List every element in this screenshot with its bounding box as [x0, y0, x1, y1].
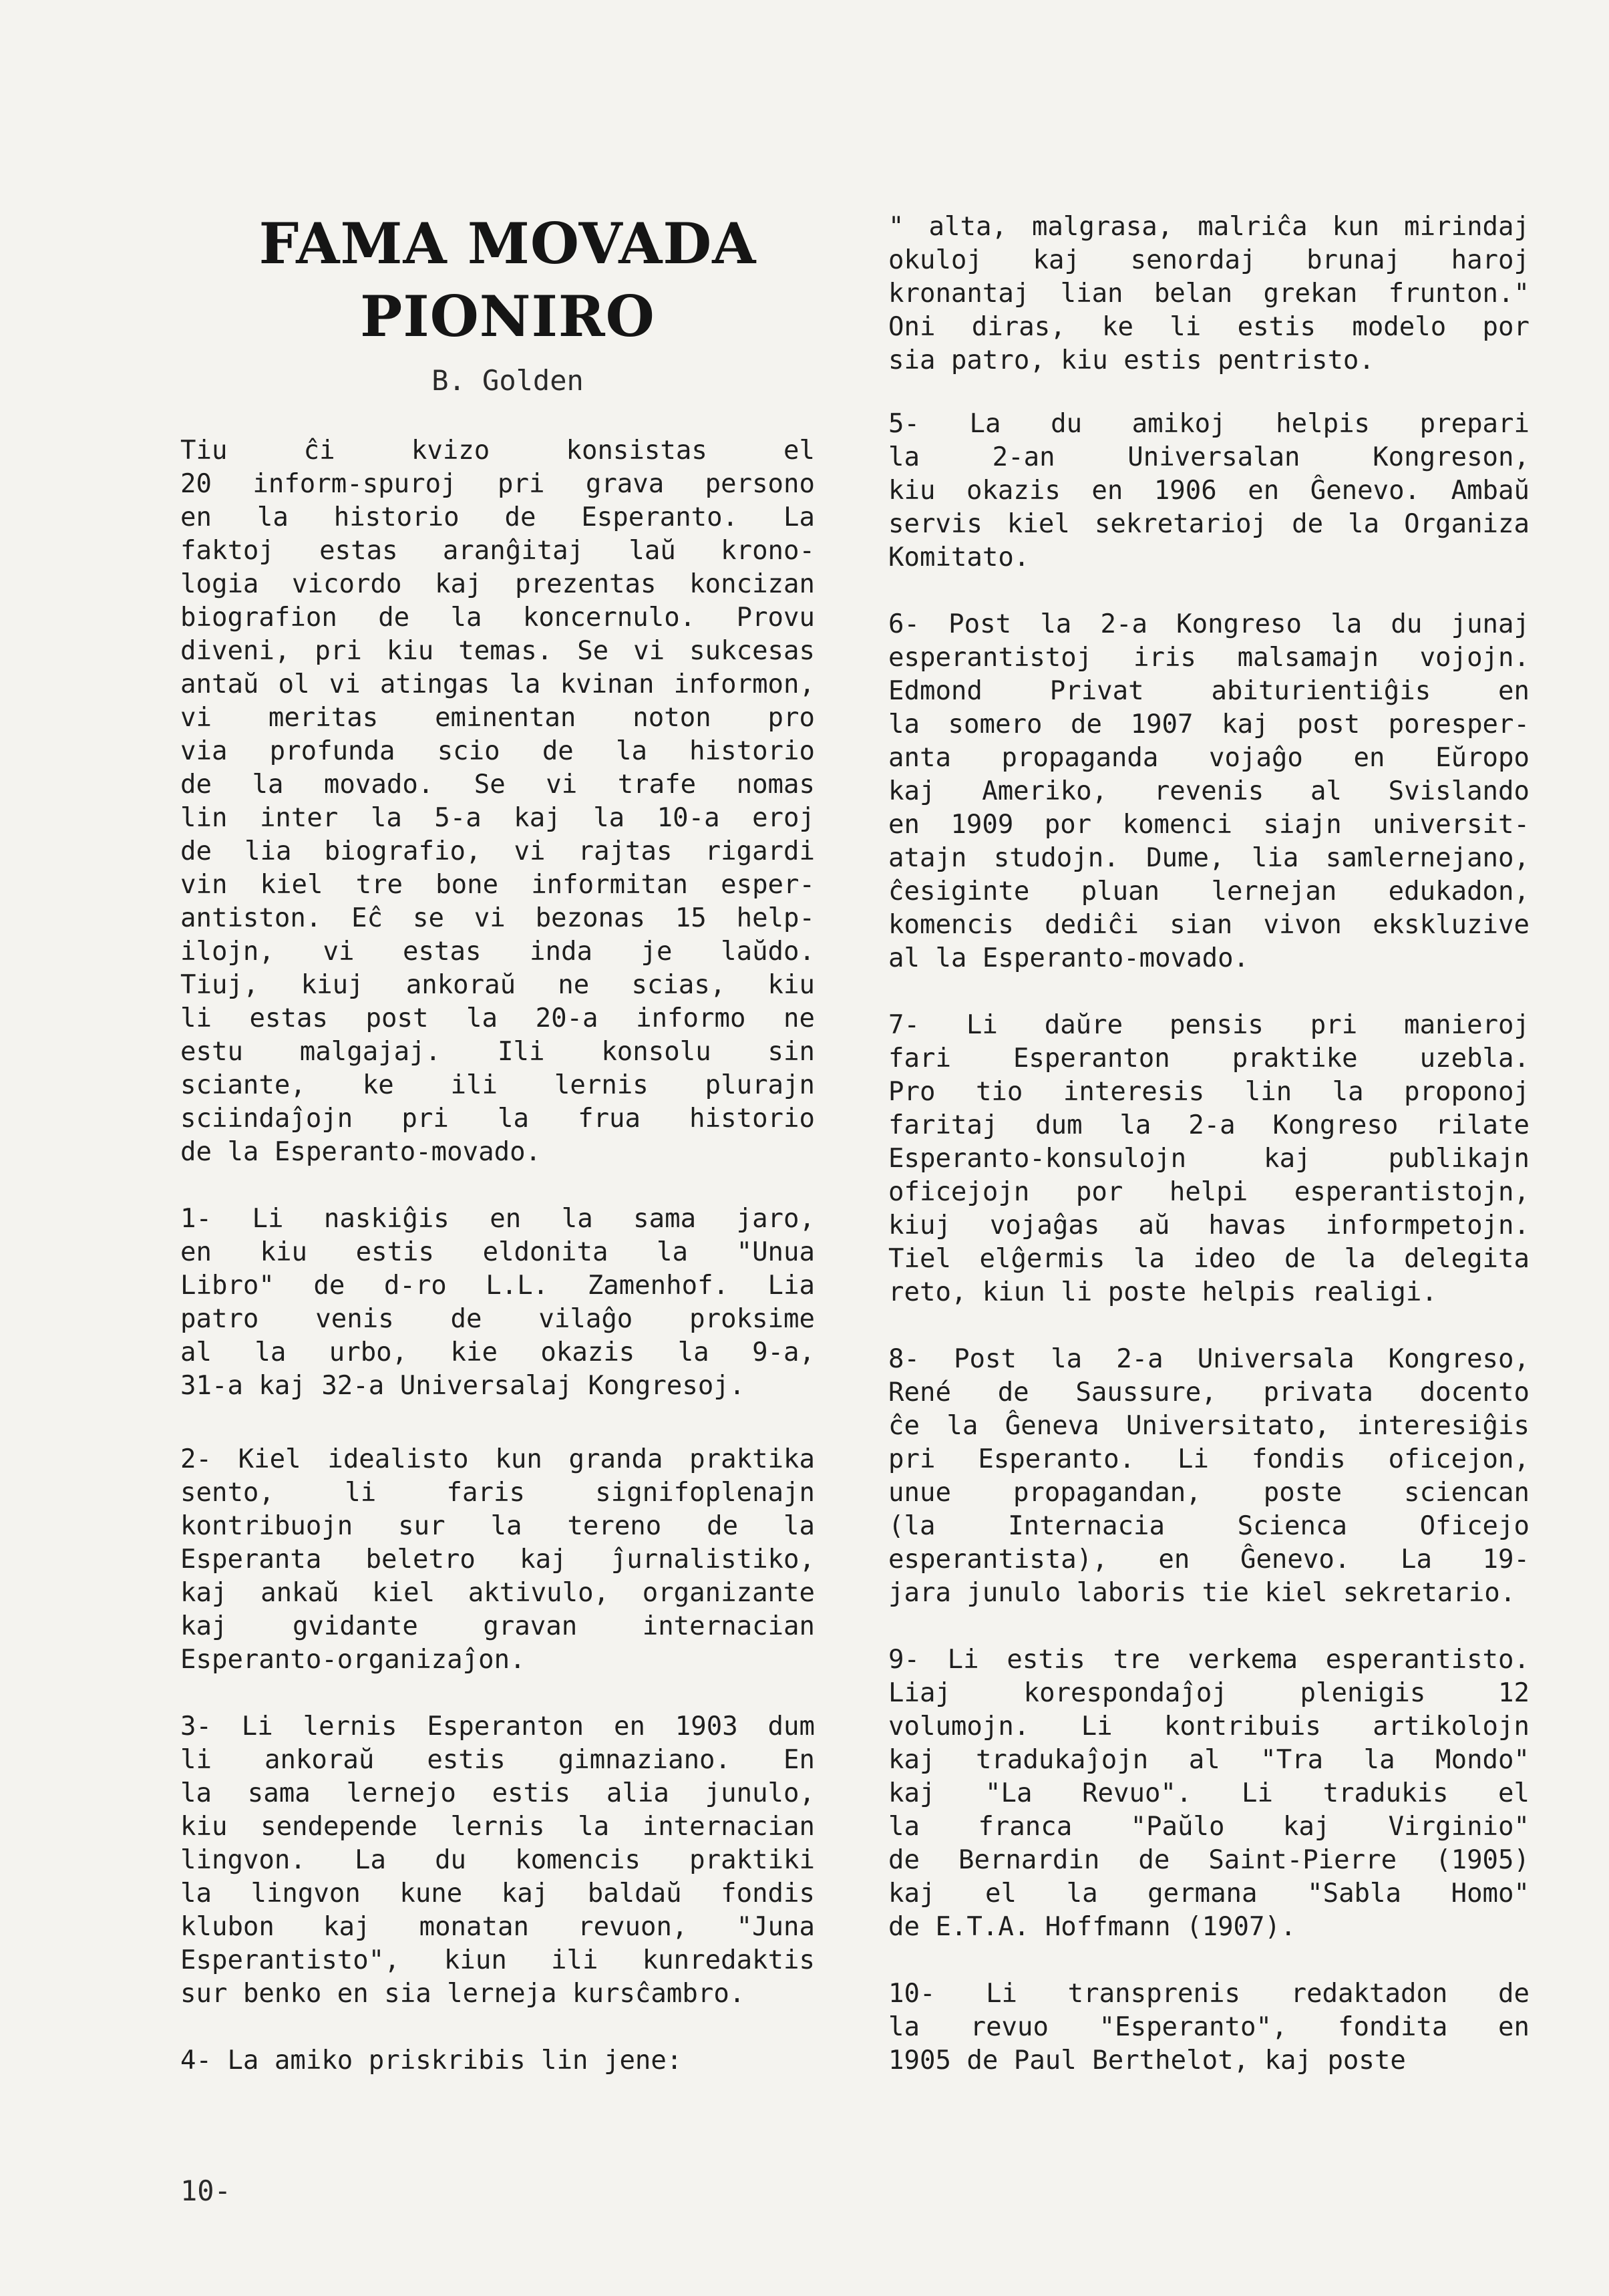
text-line: la franca "Paŭlo kaj Virginio" — [888, 1812, 1530, 1842]
text-line: 9- Li estis tre verkema esperantisto. — [888, 1645, 1530, 1675]
right-paragraph — [888, 1343, 1530, 1610]
text-line: sciante, ke ili lernis plurajn — [180, 1070, 815, 1100]
page-number: 10- — [180, 2174, 231, 2207]
text-line: 8- Post la 2-a Universala Kongreso, — [888, 1344, 1530, 1374]
text-line: Tiel elĝermis la ideo de la delegita — [888, 1244, 1530, 1274]
text-line: la revuo "Esperanto", fondita en — [888, 2012, 1530, 2042]
text-line: de la Esperanto-movado. — [180, 1137, 542, 1167]
text-line: pri Esperanto. Li fondis oficejon, — [888, 1444, 1530, 1474]
text-line: kiu sendepende lernis la internacian — [180, 1812, 815, 1842]
left-paragraph — [180, 1443, 815, 1677]
text-line: kronantaj lian belan grekan frunton." — [888, 279, 1530, 309]
text-line: 1905 de Paul Berthelot, kaj poste — [888, 2045, 1406, 2076]
text-line: fari Esperanton praktike uzebla. — [888, 1043, 1530, 1074]
text-line: (la Internacia Scienca Oficejo — [888, 1511, 1530, 1541]
text-line: 3- Li lernis Esperanton en 1903 dum — [180, 1711, 815, 1742]
right-paragraph — [888, 1009, 1530, 1309]
text-line: kiu okazis en 1906 en Ĝenevo. Ambaŭ — [888, 476, 1530, 506]
left-paragraph — [180, 1710, 815, 2011]
text-line: li estas post la 20-a informo ne — [180, 1003, 815, 1033]
text-line: al la Esperanto-movado. — [888, 943, 1250, 973]
text-line: de Bernardin de Saint-Pierre (1905) — [888, 1845, 1530, 1875]
text-line: li ankoraŭ estis gimnaziano. En — [180, 1745, 815, 1775]
right-paragraph — [888, 407, 1530, 575]
text-line: diveni, pri kiu temas. Se vi sukcesas — [180, 636, 815, 666]
text-line: kontribuojn sur la tereno de la — [180, 1511, 815, 1541]
text-line: 20 inform-spuroj pri grava persono — [180, 469, 815, 499]
right-paragraph — [888, 1643, 1530, 1944]
text-line: anta propaganda vojaĝo en Eŭropo — [888, 743, 1530, 773]
text-line: al la urbo, kie okazis la 9-a, — [180, 1337, 815, 1367]
text-line: kaj Ameriko, revenis al Svislando — [888, 776, 1530, 806]
text-line: sento, li faris signifoplenajn — [180, 1478, 815, 1508]
text-line: vi meritas eminentan noton pro — [180, 703, 815, 733]
text-line: de lia biografio, vi rajtas rigardi — [180, 836, 815, 866]
text-line: en 1909 por komenci siajn universit- — [888, 810, 1530, 840]
text-line: Esperanto-organizaĵon. — [180, 1645, 526, 1675]
text-line: Liaj korespondaĵoj plenigis 12 — [888, 1678, 1530, 1708]
title-line-2: PIONIRO — [360, 283, 655, 350]
text-line: la lingvon kune kaj baldaŭ fondis — [180, 1878, 815, 1909]
text-line: Edmond Privat abiturientiĝis en — [888, 676, 1530, 706]
text-line: biografion de la koncernulo. Provu — [180, 603, 815, 633]
text-line: komencis dediĉi sian vivon ekskluzive — [888, 910, 1530, 940]
text-line: esperantistoj iris malsamajn vojojn. — [888, 643, 1530, 673]
text-line: en kiu estis eldonita la "Unua — [180, 1237, 815, 1267]
text-line: logia vicordo kaj prezentas koncizan — [180, 569, 815, 599]
left-paragraph — [180, 1202, 815, 1403]
text-line: kaj gvidante gravan internacian — [180, 1611, 815, 1641]
text-line: Oni diras, ke li estis modelo por — [888, 312, 1530, 342]
text-line: jara junulo laboris tie kiel sekretario. — [888, 1578, 1516, 1608]
text-line: kaj "La Revuo". Li tradukis el — [888, 1778, 1530, 1808]
text-line: René de Saussure, privata docento — [888, 1377, 1530, 1408]
text-line: 6- Post la 2-a Kongreso la du junaj — [888, 609, 1530, 639]
text-line: en la historio de Esperanto. La — [180, 502, 815, 532]
text-line: oficejojn por helpi esperantistojn, — [888, 1177, 1530, 1207]
text-line: de la movado. Se vi trafe nomas — [180, 770, 815, 800]
text-line: reto, kiun li poste helpis realigi. — [888, 1277, 1437, 1307]
left-paragraph — [180, 434, 815, 1169]
text-line: 4- La amiko priskribis lin jene: — [180, 2045, 683, 2076]
article-title — [174, 207, 842, 353]
text-line: Pro tio interesis lin la proponoj — [888, 1077, 1530, 1107]
text-line: ĉe la Ĝeneva Universitato, interesiĝis — [888, 1411, 1530, 1441]
text-line: faktoj estas aranĝitaj laŭ krono- — [180, 536, 815, 566]
text-line: ilojn, vi estas inda je laŭdo. — [180, 937, 815, 967]
text-line: Libro" de d-ro L.L. Zamenhof. Lia — [180, 1271, 815, 1301]
text-line: la sama lernejo estis alia junulo, — [180, 1778, 815, 1808]
text-line: via profunda scio de la historio — [180, 736, 815, 766]
title-line-1: FAMA MOVADA — [258, 210, 757, 277]
text-line: Komitato. — [888, 542, 1030, 572]
text-line: antaŭ ol vi atingas la kvinan informon, — [180, 669, 815, 699]
text-line: 31-a kaj 32-a Universalaj Kongresoj. — [180, 1371, 745, 1401]
text-line: ĉesiginte pluan lernejan edukadon, — [888, 876, 1530, 907]
text-line: 5- La du amikoj helpis prepari — [888, 409, 1530, 439]
text-line: kaj ankaŭ kiel aktivulo, organizante — [180, 1578, 815, 1608]
text-line: sur benko en sia lerneja kursĉambro. — [180, 1979, 745, 2009]
text-line: Esperanta beletro kaj ĵurnalistiko, — [180, 1544, 815, 1575]
right-paragraph — [888, 1977, 1530, 2078]
text-line: lin inter la 5-a kaj la 10-a eroj — [180, 803, 815, 833]
text-line: patro venis de vilaĝo proksime — [180, 1304, 815, 1334]
text-line: atajn studojn. Dume, lia samlernejano, — [888, 843, 1530, 873]
text-line: volumojn. Li kontribuis artikolojn — [888, 1711, 1530, 1742]
right-paragraph — [888, 210, 1530, 377]
text-line: servis kiel sekretarioj de la Organiza — [888, 509, 1530, 539]
text-line: Tiu ĉi kvizo konsistas el — [180, 436, 815, 466]
text-line: sia patro, kiu estis pentristo. — [888, 345, 1375, 375]
author-byline: B. Golden — [431, 364, 584, 397]
text-line: kaj el la germana "Sabla Homo" — [888, 1878, 1530, 1909]
left-paragraph — [180, 2044, 815, 2078]
text-line: 1- Li naskiĝis en la sama jaro, — [180, 1204, 815, 1234]
text-line: kiuj vojaĝas aŭ havas informpetojn. — [888, 1210, 1530, 1241]
text-line: okuloj kaj senordaj brunaj haroj — [888, 245, 1530, 275]
text-line: unue propagandan, poste sciencan — [888, 1478, 1530, 1508]
text-line: la 2-an Universalan Kongreson, — [888, 442, 1530, 472]
right-paragraph — [888, 608, 1530, 975]
text-line: de E.T.A. Hoffmann (1907). — [888, 1912, 1296, 1942]
text-line: 10- Li transprenis redaktadon de — [888, 1979, 1530, 2009]
text-line: vin kiel tre bone informitan esper- — [180, 870, 815, 900]
text-line: klubon kaj monatan revuon, "Juna — [180, 1912, 815, 1942]
text-line: esperantista), en Ĝenevo. La 19- — [888, 1544, 1530, 1575]
text-line: Tiuj, kiuj ankoraŭ ne scias, kiu — [180, 970, 815, 1000]
text-line: faritaj dum la 2-a Kongreso rilate — [888, 1110, 1530, 1140]
text-line: antiston. Eĉ se vi bezonas 15 help- — [180, 903, 815, 933]
text-line: lingvon. La du komencis praktiki — [180, 1845, 815, 1875]
text-line: estu malgajaj. Ili konsolu sin — [180, 1037, 815, 1067]
text-line: la somero de 1907 kaj post poresper- — [888, 709, 1530, 740]
text-line: Esperantisto", kiun ili kunredaktis — [180, 1945, 815, 1975]
text-line: 2- Kiel idealisto kun granda praktika — [180, 1444, 815, 1474]
text-line: sciindaĵojn pri la frua historio — [180, 1104, 815, 1134]
text-line: " alta, malgrasa, malriĉa kun mirindaj — [888, 212, 1530, 242]
text-line: kaj tradukaĵojn al "Tra la Mondo" — [888, 1745, 1530, 1775]
text-line: 7- Li daŭre pensis pri manieroj — [888, 1010, 1530, 1040]
text-line: Esperanto-konsulojn kaj publikajn — [888, 1144, 1530, 1174]
